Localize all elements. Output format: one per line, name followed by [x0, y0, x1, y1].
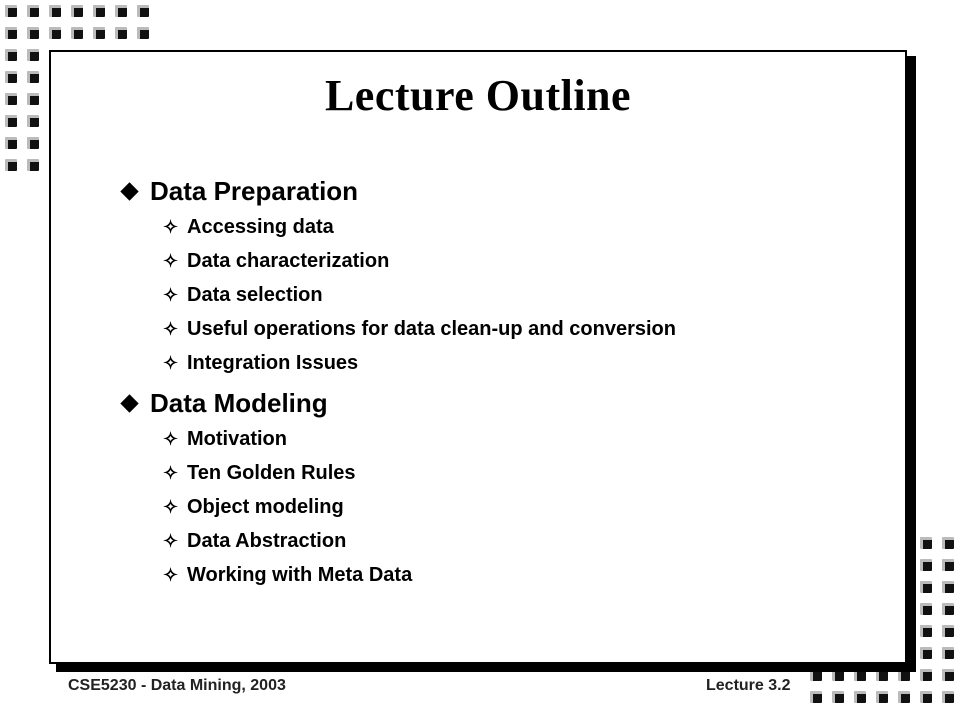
square-pattern-icon — [942, 603, 954, 615]
square-pattern-icon — [832, 691, 844, 703]
four-point-star-bullet-icon: ✧ — [163, 531, 179, 551]
footer-lecture-number: Lecture 3.2 — [706, 677, 791, 694]
list-item-label: Useful operations for data clean-up and conversion — [187, 317, 676, 340]
list-item-label: Accessing data — [187, 215, 334, 238]
square-pattern-icon — [920, 559, 932, 571]
square-pattern-icon — [137, 27, 149, 39]
square-pattern-icon — [115, 27, 127, 39]
square-pattern-icon — [5, 5, 17, 17]
square-pattern-icon — [93, 27, 105, 39]
list-item-label: Data Abstraction — [187, 529, 347, 552]
list-item — [163, 312, 877, 346]
square-pattern-icon — [942, 581, 954, 593]
square-pattern-icon — [5, 27, 17, 39]
four-point-star-bullet-icon: ✧ — [163, 251, 179, 271]
data-preparation-items — [117, 210, 877, 380]
square-pattern-icon — [898, 691, 910, 703]
four-point-star-bullet-icon: ✧ — [163, 497, 179, 517]
square-pattern-icon — [942, 559, 954, 571]
square-pattern-icon — [5, 137, 17, 149]
slide-title: Lecture Outline — [324, 71, 632, 120]
section-data-modeling — [117, 384, 877, 422]
list-item — [163, 244, 877, 278]
square-pattern-icon — [49, 27, 61, 39]
square-pattern-icon — [942, 537, 954, 549]
square-pattern-icon — [5, 49, 17, 61]
square-pattern-icon — [115, 5, 127, 17]
square-pattern-icon — [27, 71, 39, 83]
diamond-bullet-icon — [120, 394, 138, 412]
section-items-wrapper — [117, 210, 877, 380]
square-pattern-icon — [942, 625, 954, 637]
list-item-label: Ten Golden Rules — [187, 461, 356, 484]
square-pattern-icon — [920, 581, 932, 593]
square-pattern-icon — [27, 159, 39, 171]
square-pattern-icon — [876, 691, 888, 703]
square-pattern-icon — [27, 27, 39, 39]
square-pattern-icon — [137, 5, 149, 17]
lecture-outline-list — [117, 172, 877, 596]
four-point-star-bullet-icon: ✧ — [163, 285, 179, 305]
four-point-star-bullet-icon: ✧ — [163, 565, 179, 585]
square-pattern-icon — [920, 691, 932, 703]
list-item — [163, 422, 877, 456]
list-item — [163, 346, 877, 380]
square-pattern-icon — [27, 5, 39, 17]
section-heading: Data Modeling — [150, 387, 328, 418]
data-modeling-items — [117, 422, 877, 592]
square-pattern-icon — [942, 647, 954, 659]
four-point-star-bullet-icon: ✧ — [163, 319, 179, 339]
square-pattern-icon — [920, 537, 932, 549]
square-pattern-icon — [49, 5, 61, 17]
square-pattern-icon — [854, 691, 866, 703]
footer-course: CSE5230 - Data Mining, 2003 — [68, 677, 286, 694]
four-point-star-bullet-icon: ✧ — [163, 463, 179, 483]
list-item — [163, 456, 877, 490]
list-item-label: Data characterization — [187, 249, 390, 272]
four-point-star-bullet-icon: ✧ — [163, 429, 179, 449]
list-item — [163, 210, 877, 244]
square-pattern-icon — [5, 115, 17, 127]
square-pattern-icon — [5, 93, 17, 105]
list-item-label: Data selection — [187, 283, 323, 306]
square-pattern-icon — [942, 691, 954, 703]
list-item-label: Motivation — [187, 427, 287, 450]
list-item — [163, 490, 877, 524]
square-pattern-icon — [5, 159, 17, 171]
four-point-star-bullet-icon: ✧ — [163, 217, 179, 237]
four-point-star-bullet-icon: ✧ — [163, 353, 179, 373]
square-pattern-icon — [71, 27, 83, 39]
list-item-label: Working with Meta Data — [187, 563, 413, 586]
square-pattern-icon — [93, 5, 105, 17]
square-pattern-icon — [27, 115, 39, 127]
square-pattern-icon — [920, 647, 932, 659]
list-item — [163, 524, 877, 558]
diamond-bullet-icon — [120, 182, 138, 200]
section-heading: Data Preparation — [150, 175, 359, 206]
square-pattern-icon — [71, 5, 83, 17]
slide-card — [49, 50, 907, 664]
section-data-preparation — [117, 172, 877, 210]
square-pattern-icon — [5, 71, 17, 83]
square-pattern-icon — [920, 625, 932, 637]
square-pattern-icon — [27, 137, 39, 149]
square-pattern-icon — [27, 93, 39, 105]
square-pattern-icon — [920, 603, 932, 615]
list-item-label: Object modeling — [187, 495, 344, 518]
square-pattern-icon — [810, 691, 822, 703]
section-items-wrapper — [117, 422, 877, 592]
list-item — [163, 278, 877, 312]
square-pattern-icon — [27, 49, 39, 61]
list-item — [163, 558, 877, 592]
list-item-label: Integration Issues — [187, 351, 359, 374]
square-pattern-icon — [920, 669, 932, 681]
square-pattern-icon — [942, 669, 954, 681]
